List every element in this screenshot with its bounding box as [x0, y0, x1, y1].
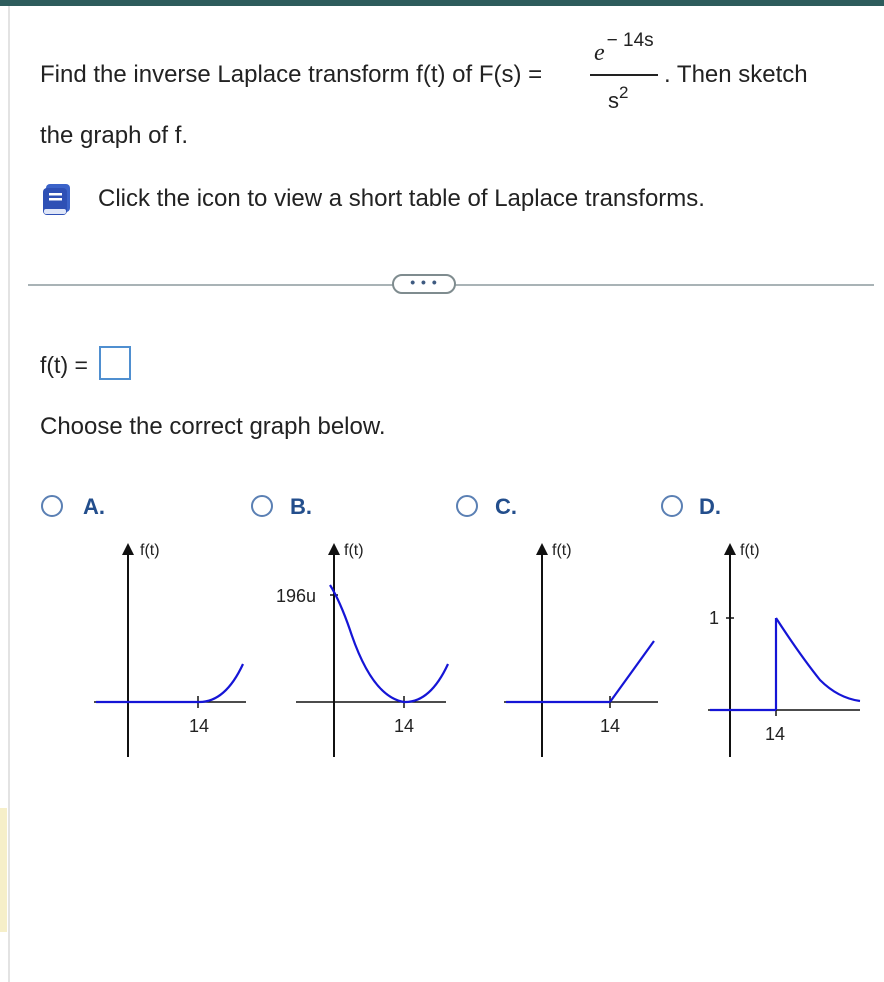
- x-tick-label: 14: [189, 716, 210, 736]
- laplace-fraction: [590, 28, 658, 118]
- more-button[interactable]: • • •: [392, 274, 456, 294]
- option-a-letter[interactable]: A.: [83, 494, 105, 519]
- numerator-exponent: − 14s: [606, 30, 654, 51]
- curve-ramp: [610, 641, 654, 702]
- book-icon[interactable]: [40, 182, 74, 216]
- option-b-radio[interactable]: [251, 495, 273, 517]
- laplace-table-hint[interactable]: Click the icon to view a short table of Laplace transforms.: [98, 185, 705, 212]
- top-bar: [0, 0, 884, 6]
- left-border: [8, 6, 10, 982]
- option-c-letter[interactable]: C.: [495, 494, 517, 519]
- y-axis-arrow: [328, 543, 340, 555]
- y-axis-arrow: [122, 543, 134, 555]
- x-tick-label: 14: [394, 716, 415, 736]
- answer-label: f(t) =: [40, 352, 88, 378]
- option-a-radio[interactable]: [41, 495, 63, 517]
- choose-prompt: Choose the correct graph below.: [40, 413, 386, 440]
- y-tick-label: 196u: [276, 586, 317, 606]
- y-axis-label: f(t): [140, 542, 160, 559]
- option-d-letter[interactable]: D.: [699, 494, 721, 519]
- option-c-graph[interactable]: [500, 535, 670, 765]
- option-b-graph[interactable]: [270, 535, 460, 765]
- option-a-graph[interactable]: [90, 535, 260, 765]
- parabola-curve: [330, 585, 448, 702]
- x-tick-label: 14: [600, 716, 621, 736]
- option-d-radio[interactable]: [661, 495, 683, 517]
- curve-decay: [776, 618, 860, 701]
- y-axis-arrow: [536, 543, 548, 555]
- option-c-radio[interactable]: [456, 495, 478, 517]
- y-axis-arrow: [724, 543, 736, 555]
- left-highlight-marker: [0, 808, 7, 932]
- question-suffix: . Then sketch: [664, 61, 808, 88]
- y-tick-label: 1: [709, 608, 720, 628]
- question-line2: the graph of f.: [40, 122, 189, 149]
- y-axis-label: f(t): [740, 542, 760, 559]
- numerator-base: e: [594, 40, 605, 66]
- fraction-numerator: [594, 28, 654, 66]
- answer-input-box[interactable]: [99, 346, 131, 380]
- denominator-exponent: 2: [619, 83, 629, 102]
- y-axis-label: f(t): [344, 542, 364, 559]
- option-d-graph[interactable]: [700, 535, 870, 765]
- fraction-denominator: [608, 83, 629, 114]
- x-tick-label: 14: [765, 724, 786, 744]
- question-prefix: Find the inverse Laplace transform f(t) of F(s) =: [40, 61, 543, 88]
- y-axis-label: f(t): [552, 542, 572, 559]
- denominator-base: s: [608, 88, 619, 113]
- fraction-bar: [590, 74, 658, 76]
- curve-rising: [198, 664, 243, 702]
- option-b-letter[interactable]: B.: [290, 494, 312, 519]
